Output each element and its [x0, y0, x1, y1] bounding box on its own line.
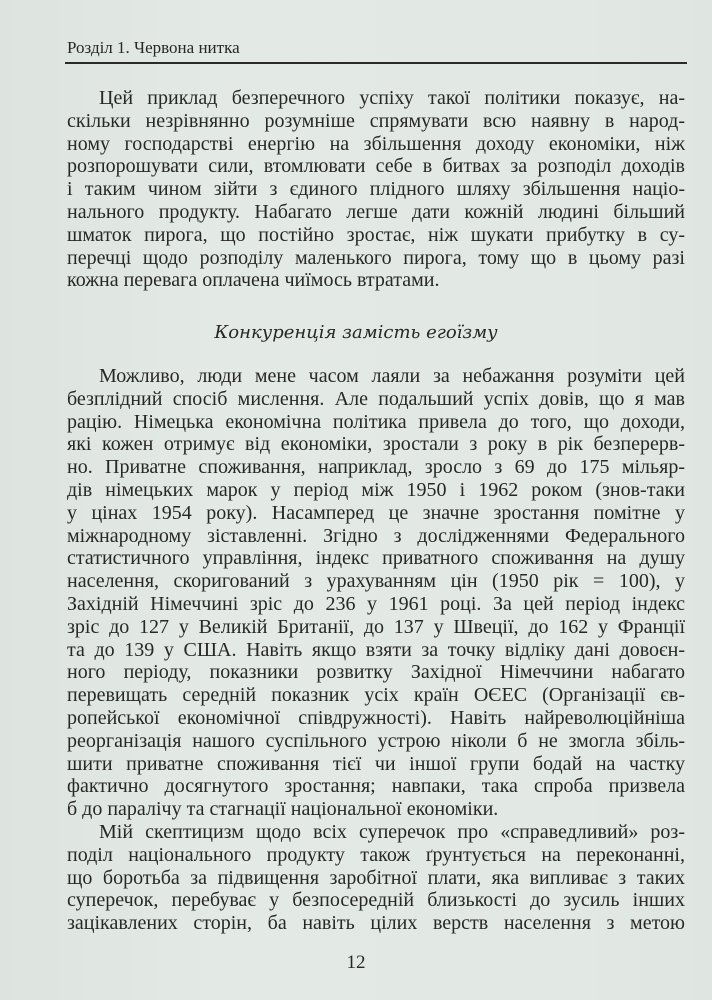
text-line: які кожен отримує від економіки, зростали з року в рік безперерв-	[67, 433, 685, 456]
text-line: б до паралічу та стагнації національної економіки.	[67, 798, 499, 821]
text-line: статистичного управління, індекс приватного споживання на душу	[67, 547, 685, 570]
text-line: що боротьба за підвищення заробітної плати, яка випливає з таких	[67, 866, 685, 889]
text-line: реорганізація нашого суспільного устрою ніколи б не змогла збіль-	[67, 729, 685, 752]
text-line: ному господарстві енергію на збільшення доходу економіки, ніж	[67, 132, 685, 155]
text-line: зацікавлених сторін, ба навіть цілих верств населення з метою	[67, 912, 685, 935]
paragraph-3	[67, 821, 685, 935]
text-line: поділ національного продукту також ґрунтується на переконанні,	[67, 843, 685, 866]
text-line: населення, скоригований з урахуванням цін (1950 рік = 100), у	[67, 570, 685, 593]
running-header: Розділ 1. Червона нитка	[67, 38, 240, 57]
text-line: і таким чином зійти з єдиного плідного шляху збільшення націо-	[67, 178, 685, 201]
text-line: рацію. Німецька економічна політика привела до того, що доходи,	[67, 410, 685, 433]
text-line: Західній Німеччині зріс до 236 у 1961 році. За цей період індекс	[67, 592, 685, 615]
text-line: шити приватне споживання тієї чи іншої групи бодай на частку	[67, 752, 685, 775]
text-line: перечці щодо розподілу маленького пирога, тому що в цьому разі	[67, 246, 685, 269]
text-line: ного періоду, показники розвитку Західної Німеччини набагато	[67, 661, 685, 684]
text-line: у цінах 1954 року). Насамперед це значне зростання помітне у	[67, 501, 685, 524]
text-line: Мій скептицизм щодо всіх суперечок про «справедливий» роз-	[99, 821, 685, 843]
text-line: Можливо, люди мене часом лаяли за небажання розуміти цей	[99, 365, 685, 387]
page-number: 12	[346, 952, 366, 973]
text-line: нального продукту. Набагато легше дати кожній людині більший	[67, 200, 685, 223]
text-line: дів німецьких марок у період між 1950 і 1962 роком (знов-таки	[67, 478, 685, 501]
paragraph-2	[67, 365, 685, 821]
text-line: безплідний спосіб мислення. Але подальший успіх довів, що я мав	[67, 387, 685, 410]
paragraph-1	[67, 87, 685, 292]
text-line: перевищать середній показник усіх країн ОЄЕС (Організації єв-	[67, 684, 685, 707]
text-line: міжнародному зіставленні. Згідно з дослідженнями Федерального	[67, 524, 685, 547]
text-line: ропейської економічної співдружності). Навіть найреволюційніша	[67, 706, 685, 729]
text-line: Цей приклад безперечного успіху такої політики показує, на-	[99, 87, 685, 109]
text-line: кожна перевага оплачена чиїмось втратами.	[67, 269, 440, 292]
text-line: та до 139 у США. Навіть якщо взяти за точку відліку дані довоєн-	[67, 638, 685, 661]
text-line: скільки незрівнянно розумніше спрямувати всю наявну в народ-	[67, 109, 685, 132]
text-line: шматок пирога, що постійно зростає, ніж шукати прибутку в су-	[67, 223, 685, 246]
text-line: суперечок, перебуває у безпосередній близькості до зусиль інших	[67, 889, 685, 912]
text-line: фактично досягнутого зростання; навпаки, така спроба призвела	[67, 775, 685, 798]
text-line: но. Приватне споживання, наприклад, зросло з 69 до 175 мільяр-	[67, 456, 685, 479]
header-rule	[65, 62, 687, 64]
text-line: розпорошувати сили, втомлювати себе в битвах за розподіл доходів	[67, 155, 685, 178]
text-line: зріс до 127 у Великій Британії, до 137 у Швеції, до 162 у Франції	[67, 615, 685, 638]
section-heading: Конкуренція замість егоїзму	[214, 322, 498, 343]
